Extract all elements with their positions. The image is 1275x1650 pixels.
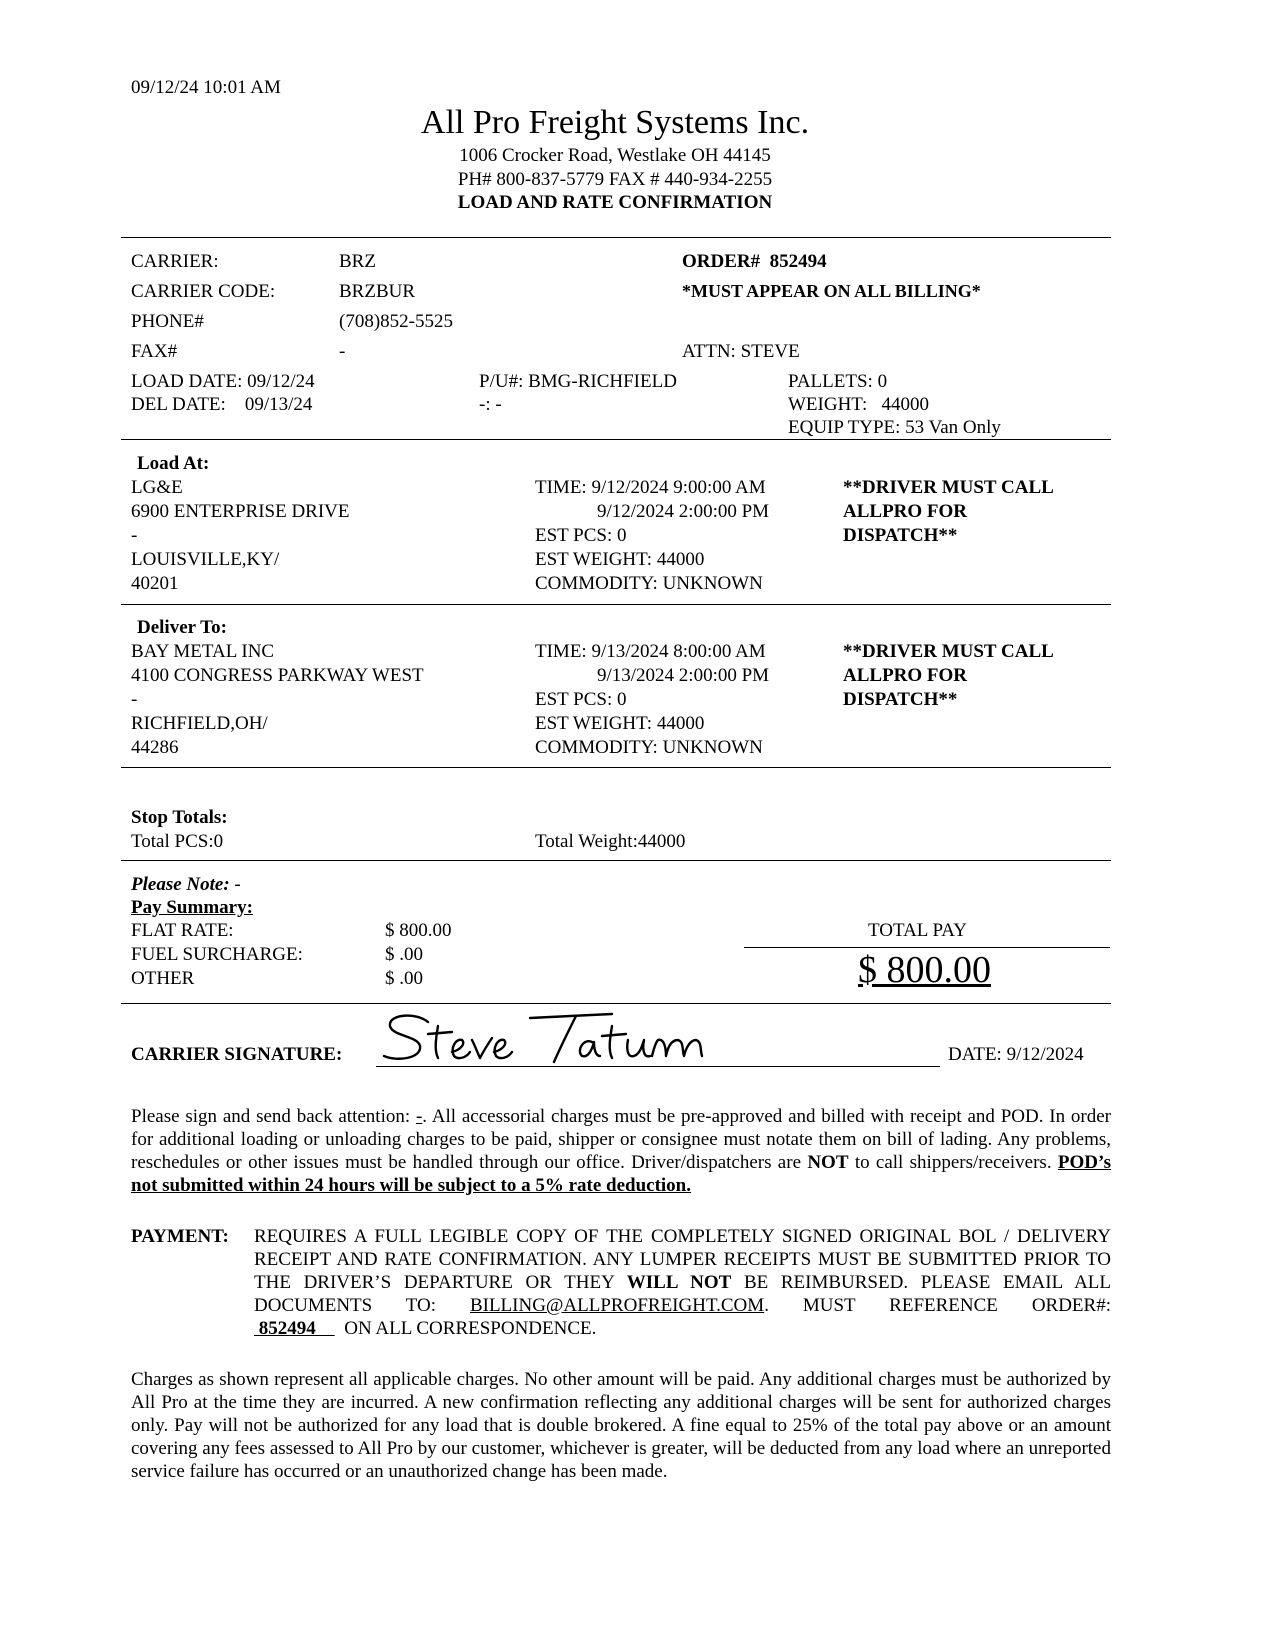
please-note <box>131 873 241 896</box>
billing-note: *MUST APPEAR ON ALL BILLING* <box>682 281 981 301</box>
load-at-time-start: TIME: 9/12/2024 9:00:00 AM <box>535 477 766 498</box>
order-label: ORDER# <box>682 251 761 272</box>
terms-attention: - <box>415 1106 423 1127</box>
deliver-to-commodity: COMMODITY: UNKNOWN <box>535 737 763 758</box>
deliver-to-heading: Deliver To: <box>137 617 227 638</box>
payment-text: REQUIRES A FULL LEGIBLE COPY OF THE COMPLETELY SIGNED ORIGINAL BOL / DELIVERY RECEIPT AND RATE CONFIRMATION. ANY LUMPER RECEIPTS MUST BE SUBMITTED PRIOR TO THE DRIVER’S DEPARTURE OR THEY <box>254 1226 1111 1293</box>
payment-order-number: 852494 <box>254 1318 335 1339</box>
equip-type: EQUIP TYPE: 53 Van Only <box>788 417 1001 438</box>
payment-text: . MUST REFERENCE ORDER#: <box>764 1295 1111 1316</box>
payment-paragraph <box>254 1225 1111 1340</box>
signature-line <box>376 1066 940 1067</box>
payment-text: ON ALL CORRESPONDENCE. <box>334 1318 597 1339</box>
payment-text: BE REIMBURSED. PLEASE EMAIL ALL DOCUMENTS TO: <box>254 1272 1112 1316</box>
total-pay-label: TOTAL PAY <box>868 920 967 941</box>
load-at-commodity: COMMODITY: UNKNOWN <box>535 573 763 594</box>
carrier-value: BRZ <box>339 251 376 272</box>
flat-rate-label: FLAT RATE: <box>131 920 234 941</box>
terms-text: Please sign and send back attention: <box>131 1106 416 1127</box>
pay-summary-heading: Pay Summary: <box>131 897 253 918</box>
divider <box>121 237 1111 238</box>
terms-pod-warning: POD’s not submitted within 24 hours will be subject to a 5% rate deduction. <box>131 1152 1112 1196</box>
signature-date: DATE: 9/12/2024 <box>948 1044 1084 1065</box>
company-name: All Pro Freight Systems Inc. <box>420 104 810 141</box>
order-number <box>682 250 827 273</box>
load-at-notice: ALLPRO FOR <box>843 501 968 522</box>
deliver-to-line: 4100 CONGRESS PARKWAY WEST <box>131 665 424 686</box>
load-at-line: 6900 ENTERPRISE DRIVE <box>131 501 350 522</box>
divider <box>121 439 1111 440</box>
total-pcs: Total PCS:0 <box>131 831 224 852</box>
load-at-est-weight: EST WEIGHT: 44000 <box>535 549 705 570</box>
load-at-est-pcs: EST PCS: 0 <box>535 525 627 546</box>
weight-value: 44000 <box>881 394 929 415</box>
stop-totals-heading: Stop Totals: <box>131 807 228 828</box>
other-value: $ .00 <box>385 968 423 989</box>
terms-paragraph <box>131 1105 1111 1197</box>
pickup-number: P/U#: BMG-RICHFIELD <box>479 371 677 392</box>
please-note-value: - <box>234 874 241 895</box>
terms-not: NOT <box>807 1152 849 1173</box>
order-value: 852494 <box>769 251 827 272</box>
carrier-label: CARRIER: <box>131 251 219 272</box>
load-at-heading: Load At: <box>137 453 210 474</box>
payment-will-not: WILL NOT <box>626 1272 732 1293</box>
divider <box>121 860 1111 861</box>
load-date: LOAD DATE: 09/12/24 <box>131 371 315 392</box>
del-date-value: 09/13/24 <box>244 394 313 415</box>
deliver-to-est-weight: EST WEIGHT: 44000 <box>535 713 705 734</box>
divider <box>121 604 1111 605</box>
deliver-to-line: - <box>131 689 138 710</box>
weight <box>788 393 929 416</box>
deliver-to-notice: **DRIVER MUST CALL <box>843 641 1054 662</box>
load-at-time-end: 9/12/2024 2:00:00 PM <box>597 501 770 522</box>
carrier-signature-label: CARRIER SIGNATURE: <box>131 1044 343 1065</box>
print-timestamp: 09/12/24 10:01 AM <box>131 77 281 98</box>
load-at-notice: DISPATCH** <box>843 525 958 546</box>
terms-text: to call shippers/receivers. <box>848 1152 1058 1173</box>
deliver-to-line: RICHFIELD,OH/ <box>131 713 268 734</box>
load-at-line: - <box>131 525 138 546</box>
carrier-code-value: BRZBUR <box>339 281 416 302</box>
billing-email-link[interactable]: BILLING@ALLPROFREIGHT.COM <box>469 1295 765 1316</box>
attention: ATTN: STEVE <box>682 341 800 362</box>
deliver-to-notice: ALLPRO FOR <box>843 665 968 686</box>
company-address: 1006 Crocker Road, Westlake OH 44145 <box>459 145 771 166</box>
payment-label: PAYMENT: <box>131 1226 229 1247</box>
pickup-extra: -: - <box>479 394 502 415</box>
divider <box>121 1003 1111 1004</box>
terms-text: . All accessorial charges must be pre-approved and billed with receipt and POD. In order for additional loading or unloading charges to be paid, shipper or consignee must notate them on bill of lading. Any problems, reschedules or other issues must be handled through our office. Driver/dispatchers are <box>131 1106 1111 1173</box>
load-at-line: 40201 <box>131 573 179 594</box>
fuel-surcharge-label: FUEL SURCHARGE: <box>131 944 303 965</box>
weight-label: WEIGHT: <box>788 394 868 415</box>
load-at-line: LG&E <box>131 477 183 498</box>
charges-paragraph: Charges as shown represent all applicable charges. No other amount will be paid. Any additional charges must be authorized by All Pro at the time they are incurred. A new confirmation reflecting any additional charges will be sent for authorized charges only. Pay will not be authorized for any load that is double brokered. A fine equal to 25% of the total pay above or an amount covering any fees assessed to All Pro by our customer, whichever is greater, will be deducted from any load where an unreported service failure has occurred or an unauthorized change has been made. <box>131 1369 1111 1482</box>
other-label: OTHER <box>131 968 195 989</box>
total-weight: Total Weight:44000 <box>535 831 686 852</box>
pallets: PALLETS: 0 <box>788 371 888 392</box>
deliver-to-line: BAY METAL INC <box>131 641 275 662</box>
deliver-to-notice: DISPATCH** <box>843 689 958 710</box>
fuel-surcharge-value: $ .00 <box>385 944 423 965</box>
load-at-notice: **DRIVER MUST CALL <box>843 477 1054 498</box>
carrier-code-label: CARRIER CODE: <box>131 281 276 302</box>
deliver-to-line: 44286 <box>131 737 179 758</box>
divider <box>121 767 1111 768</box>
load-at-line: LOUISVILLE,KY/ <box>131 549 280 570</box>
del-date-label: DEL DATE: <box>131 394 226 415</box>
del-date <box>131 393 312 416</box>
company-phone-fax: PH# 800-837-5779 FAX # 440-934-2255 <box>457 169 773 190</box>
phone-label: PHONE# <box>131 311 204 332</box>
flat-rate-value: $ 800.00 <box>385 920 452 941</box>
document-title: LOAD AND RATE CONFIRMATION <box>457 192 773 213</box>
deliver-to-est-pcs: EST PCS: 0 <box>535 689 627 710</box>
fax-value: - <box>339 341 346 362</box>
phone-value: (708)852-5525 <box>339 311 453 332</box>
fax-label: FAX# <box>131 341 178 362</box>
deliver-to-time-end: 9/13/2024 2:00:00 PM <box>597 665 770 686</box>
handwritten-signature <box>380 1008 710 1070</box>
deliver-to-time-start: TIME: 9/13/2024 8:00:00 AM <box>535 641 766 662</box>
total-pay-value: $ 800.00 <box>858 949 991 991</box>
please-note-label: Please Note: <box>131 874 230 895</box>
